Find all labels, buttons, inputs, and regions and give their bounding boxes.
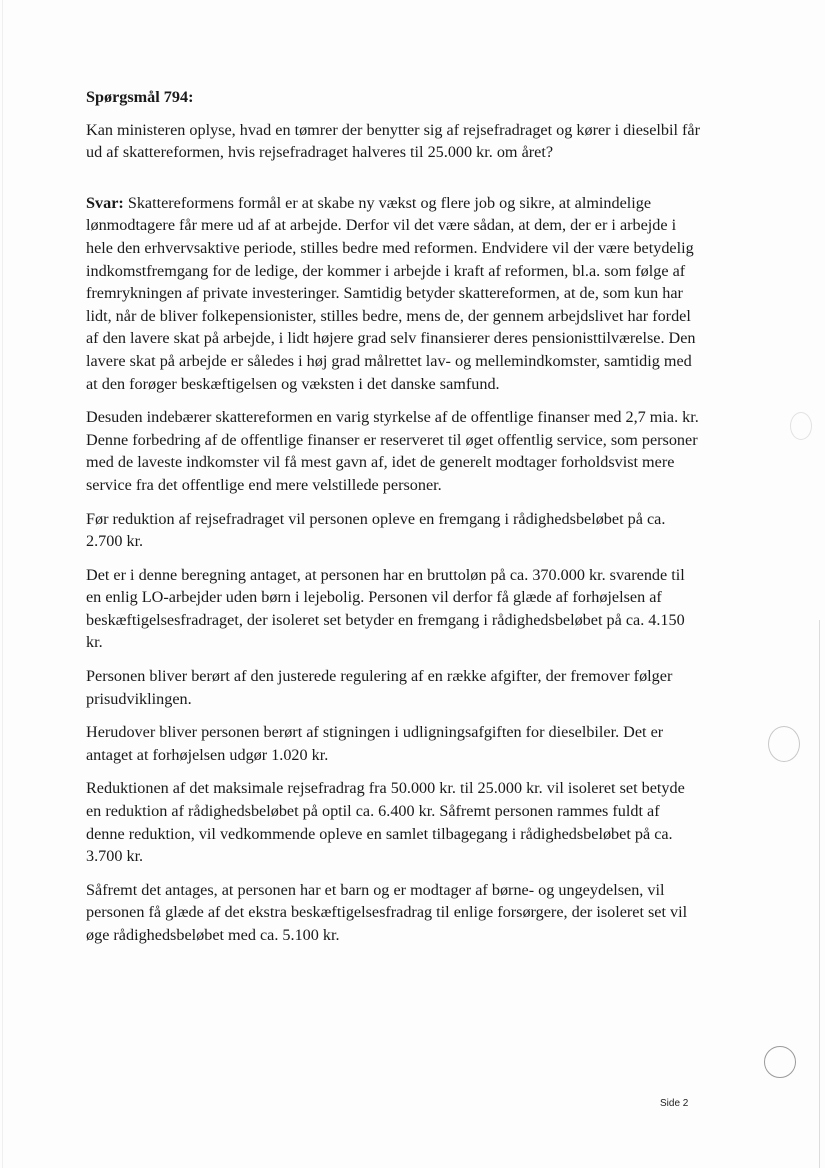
punch-hole-bottom [764,1046,796,1078]
answer-paragraph-8: Såfremt det antages, at personen har et barn og er modtager af børne- og ungeydelsen, vil personen få glæde af det ekstra beskæftigelsesfradrag til enlige forsørgere, der isoleret set vil øge rådighedsbeløbet med ca. 5.100 kr. [86,880,688,944]
scan-edge-left [2,0,3,1168]
document-body [86,86,701,958]
punch-hole-top [790,412,812,440]
question-heading: Spørgsmål 794: [86,88,194,106]
answer-paragraph-3: Før reduktion af rejsefradraget vil personen opleve en fremgang i rådighedsbeløbet på ca. 2.700 kr. [86,509,666,551]
page-number: Side 2 [660,1098,689,1109]
answer-paragraph-2: Desuden indebærer skattereformen en varig styrkelse af de offentlige finanser med 2,7 mia. kr. Denne forbedring af de offentlige finanser er reserveret til øget offentlig service, som personer med de laveste indkomster vil få mest gavn af, idet de generelt modtager forholdsvist mere service fra det offentlige end mere velstillede personer. [86,408,699,494]
answer-paragraph-1-text: Skattereformens formål er at skabe ny vækst og flere job og sikre, at almindelige lønmodtagere får mere ud af at arbejde. Derfor vil det være sådan, at dem, der er i arbejde i hele den erhvervsaktive periode, stilles bedre med reformen. Endvidere vil der være betydelig indkomstfremgang for de ledige, der kommer i arbejde i kraft af reformen, bl.a. som følge af fremrykningen af private investeringer. Samtidig betyder skattereformen, at de, som kun har lidt, når de bliver folkepensionister, stilles bedre, mens de, der gennem arbejdslivet har fordel af den lavere skat på arbejde, i lidt højere grad selv finansierer deres pensionisttilværelse. Den lavere skat på arbejde er således i høj grad målrettet lav- og mellemindkomster, samtidig med at den forøger beskæftigelsen og væksten i det danske samfund. [86,193,696,393]
question-text: Kan ministeren oplyse, hvad en tømrer der benytter sig af rejsefradraget og kører i dieselbil får ud af skattereformen, hvis rejsefradraget halveres til 25.000 kr. om året? [86,120,700,162]
answer-paragraph-1 [86,192,701,395]
answer-paragraph-4: Det er i denne beregning antaget, at personen har en bruttoløn på ca. 370.000 kr. svarende til en enlig LO-arbejder uden børn i lejebolig. Personen vil derfor få glæde af forhøjelsen af beskæftigelsesfradraget, der isoleret set betyder en fremgang i rådighedsbeløbet på ca. 4.150 kr. [86,565,685,652]
punch-hole-middle [768,726,800,762]
answer-paragraph-5: Personen bliver berørt af den justerede regulering af en række afgifter, der fremover følger prisudviklingen. [86,667,673,708]
scan-edge-right [819,620,820,1168]
answer-paragraph-6: Herudover bliver personen berørt af stigningen i udligningsafgiften for dieselbiler. Det er antaget at forhøjelsen udgør 1.020 kr. [86,723,664,764]
answer-paragraph-7: Reduktionen af det maksimale rejsefradrag fra 50.000 kr. til 25.000 kr. vil isoleret set betyde en reduktion af rådighedsbeløbet på optil ca. 6.400 kr. Såfremt personen rammes fuldt af denne reduktion, vil vedkommende opleve en samlet tilbagegang i rådighedsbeløbet på ca. 3.700 kr. [86,779,685,866]
answer-label: Svar: [86,193,124,212]
